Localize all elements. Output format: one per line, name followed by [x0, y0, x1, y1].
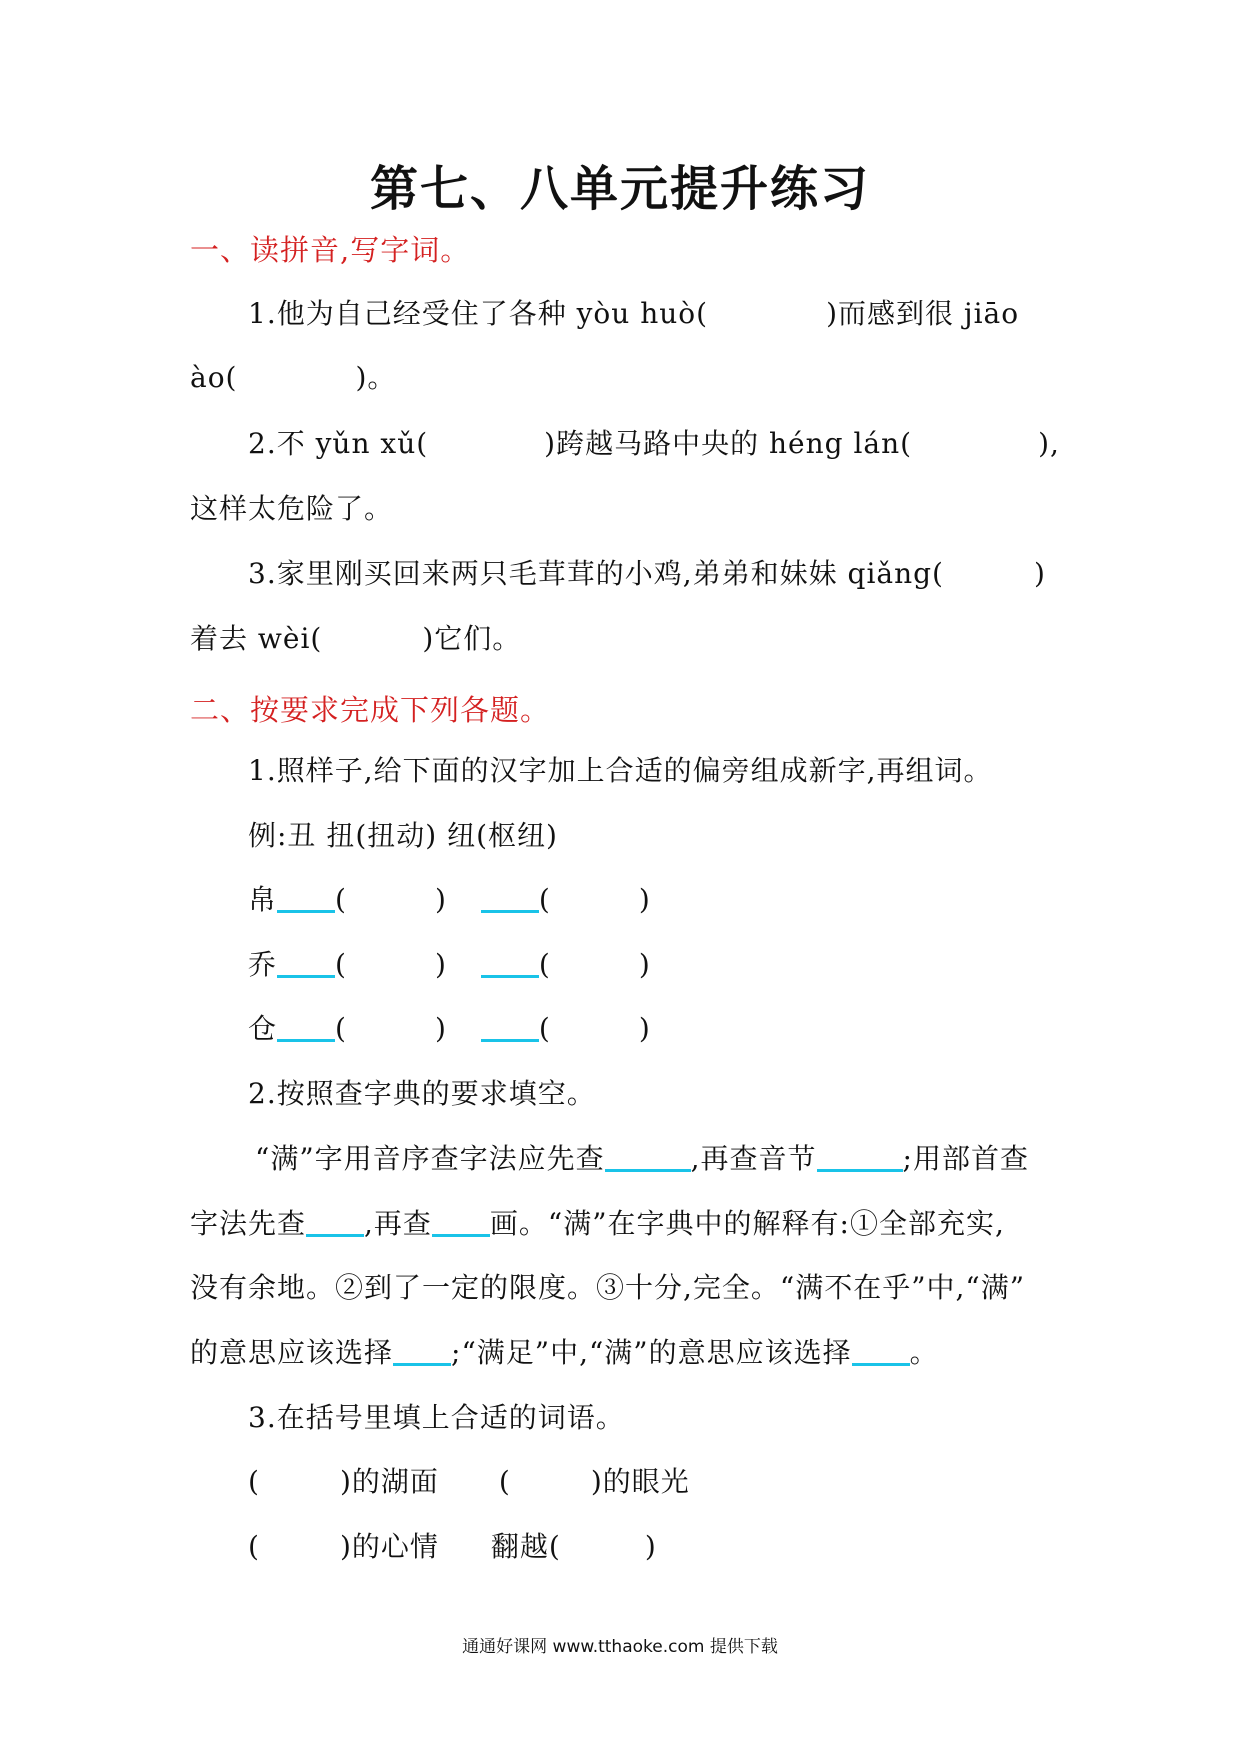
p2-q2-instruction: 2.按照查字典的要求填空。: [248, 1077, 596, 1110]
q2-line-1: 2.不 yǔn xǔ( )跨越马路中央的 héng lán( ),: [248, 427, 1060, 460]
p2-q1-instruction: 1.照样子,给下面的汉字加上合适的偏旁组成新字,再组词。: [248, 754, 993, 787]
answer-line[interactable]: [277, 1011, 335, 1042]
q1-line-1: 1.他为自己经受住了各种 yòu huò( )而感到很 jiāo: [248, 297, 1020, 330]
p2-q2-line-2: 字法先查 ,再查 画。“满”在字典中的解释有:①全部充实,: [190, 1207, 1005, 1240]
p2-q3-row-1: ( )的湖面 ( )的眼光: [248, 1465, 690, 1498]
answer-line[interactable]: [852, 1335, 910, 1366]
answer-line[interactable]: [605, 1141, 691, 1172]
q3-line-2: 着去 wèi( )它们。: [190, 622, 522, 655]
answer-line[interactable]: [481, 1011, 539, 1042]
p2-q3-instruction: 3.在括号里填上合适的词语。: [248, 1401, 625, 1434]
p2-q2-line-1: “满”字用音序查字法应先查 ,再查音节 ;用部首查: [255, 1142, 1029, 1175]
section-heading-2: 二、按要求完成下列各题。: [190, 693, 551, 727]
section-heading-1: 一、读拼音,写字词。: [190, 233, 471, 267]
radical-row: 帛 ( ) ( ): [248, 883, 651, 916]
p2-q1-example: 例:丑 扭(扭动) 纽(枢纽): [248, 819, 558, 852]
answer-line[interactable]: [393, 1335, 451, 1366]
answer-line[interactable]: [817, 1141, 903, 1172]
q3-line-1: 3.家里刚买回来两只毛茸茸的小鸡,弟弟和妹妹 qiǎng( ): [248, 557, 1046, 590]
answer-line[interactable]: [432, 1206, 490, 1237]
p2-q2-line-3: 没有余地。②到了一定的限度。③十分,完全。“满不在乎”中,“满”: [190, 1271, 1026, 1304]
answer-line[interactable]: [481, 882, 539, 913]
p2-q2-line-4: 的意思应该选择 ;“满足”中,“满”的意思应该选择 。: [190, 1336, 939, 1369]
answer-line[interactable]: [306, 1206, 364, 1237]
q2-line-2: 这样太危险了。: [190, 492, 394, 525]
radical-row: 乔 ( ) ( ): [248, 948, 651, 981]
footer-credit: 通通好课网 www.tthaoke.com 提供下载: [462, 1637, 778, 1657]
answer-line[interactable]: [277, 882, 335, 913]
answer-line[interactable]: [481, 947, 539, 978]
page-title: 第七、八单元提升练习: [369, 161, 870, 217]
q1-line-2: ào( )。: [190, 361, 397, 394]
p2-q3-row-2: ( )的心情 翻越( ): [248, 1530, 657, 1563]
radical-row: 仓 ( ) ( ): [248, 1012, 651, 1045]
answer-line[interactable]: [277, 947, 335, 978]
